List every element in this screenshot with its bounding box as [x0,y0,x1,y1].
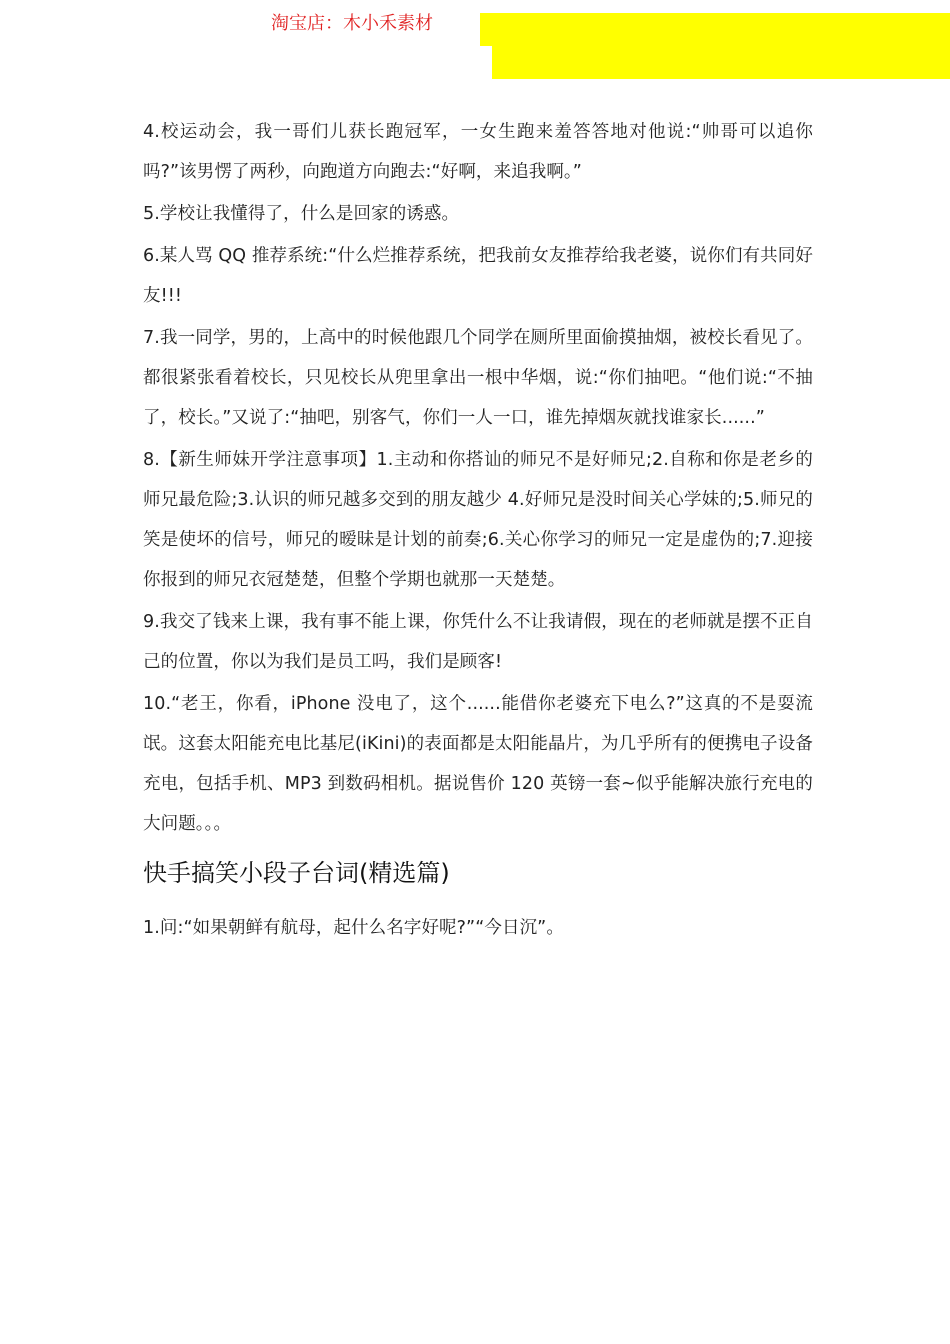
paragraph-10: 10.“老王，你看，iPhone 没电了，这个......能借你老婆充下电么?”这真的不是耍流氓。这套太阳能充电比基尼(iKini)的表面都是太阳能晶片，为几乎所有的便携电子设备充电，包括手机、MP3 到数码相机。据说售价 120 英镑一套~似乎能解决旅行充电的大问题。。。 [143,694,813,834]
paragraph-9: 9.我交了钱来上课，我有事不能上课，你凭什么不让我请假，现在的老师就是摆不正自己的位置，你以为我们是员工吗，我们是顾客! [143,612,813,672]
section-title: 快手搞笑小段子台词(精选篇) [143,859,450,887]
paragraph-8: 8.【新生师妹开学注意事项】1.主动和你搭讪的师兄不是好师兄;2.自称和你是老乡的师兄最危险;3.认识的师兄越多交到的朋友越少 4.好师兄是没时间关心学妹的;5.师兄的笑是使坏的信号，师兄的暧昧是计划的前奏;6.关心你学习的师兄一定是虚伪的;7.迎接你报到的师兄衣冠楚楚，但整个学期也就那一天楚楚。 [143,450,813,590]
banner-notch [480,46,492,79]
paragraph-4: 4.校运动会，我一哥们儿获长跑冠军，一女生跑来羞答答地对他说:“帅哥可以追你吗?”该男愣了两秒，向跑道方向跑去:“好啊，来追我啊。” [143,122,813,182]
section-paragraph-1: 1.问:“如果朝鲜有航母，起什么名字好呢?”“今日沉”。 [143,918,564,938]
paragraph-6: 6.某人骂 QQ 推荐系统:“什么烂推荐系统，把我前女友推荐给我老婆，说你们有共同好友!!! [143,246,813,306]
shop-label: 淘宝店：木小禾素材 [271,13,433,34]
document-body [143,112,813,950]
yellow-banner [480,13,950,79]
paragraph-7: 7.我一同学，男的，上高中的时候他跟几个同学在厕所里面偷摸抽烟，被校长看见了。都很紧张看着校长，只见校长从兜里拿出一根中华烟，说:“你们抽吧。“他们说:“不抽了，校长。”又说了:“抽吧，别客气，你们一人一口，谁先掉烟灰就找谁家长......” [143,328,813,428]
paragraph-5: 5.学校让我懂得了，什么是回家的诱惑。 [143,204,460,224]
